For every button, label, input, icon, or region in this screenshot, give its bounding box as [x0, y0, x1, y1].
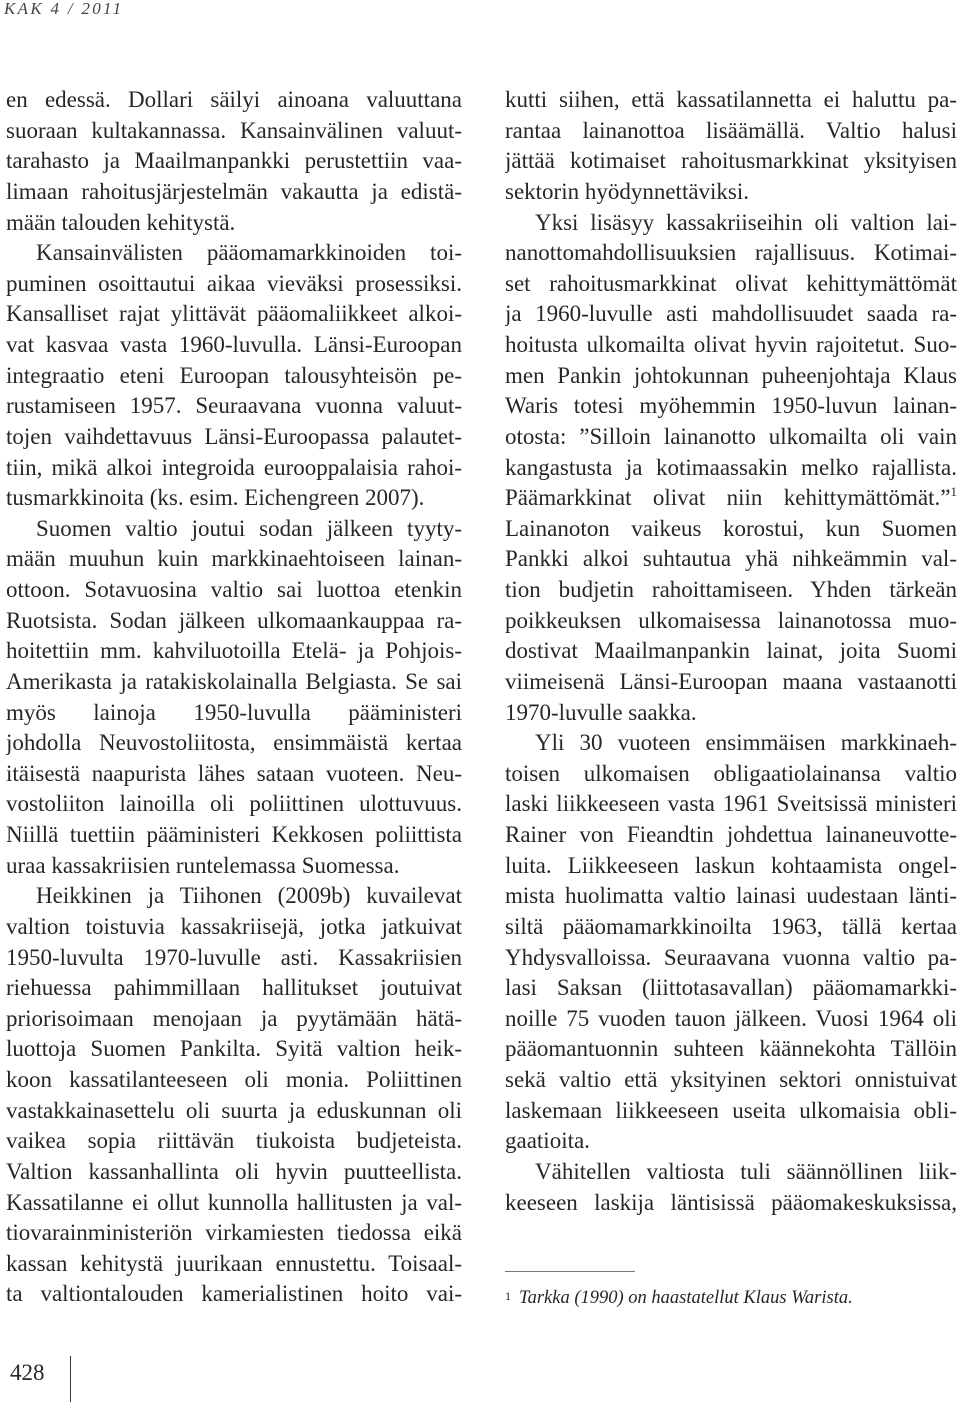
body-text-line: Ruotsista. Sodan jälkeen ulkomaankauppaa ra- — [6, 607, 462, 633]
body-text-line: Yhdysvalloissa. Seuraavana vuonna valtio pa- — [505, 944, 957, 970]
paragraph — [6, 238, 462, 514]
body-text-line: tojen vaihdettavuus Länsi-Euroopassa palautet- — [6, 423, 462, 449]
body-text-line: nanottomahdollisuuksien rajallisuus. Kotimai- — [505, 240, 957, 266]
body-text-line: toisen ulkomaisen obligaatiolainansa valtio — [505, 760, 957, 786]
body-text-line: priorisoimaan menojaan ja pyytämään hätä- — [6, 1005, 462, 1031]
body-text-line: johdolla Neuvostoliitosta, ensimmäistä kertaa — [6, 730, 462, 756]
body-text-line: mään talouden kehitystä. — [6, 209, 236, 235]
body-text-line: Rainer von Fieandtin johdettua lainaneuvotte- — [505, 822, 957, 847]
body-text-line: Kassatilanne ei ollut kunnolla hallitusten ja val- — [6, 1189, 462, 1215]
body-text-line: vaikea sopia riittävän tiukoista budjeteista. — [6, 1128, 462, 1154]
body-text-line: en edessä. Dollari säilyi ainoana valuuttana — [6, 87, 462, 112]
paragraph — [6, 514, 462, 882]
body-text-line: ottoon. Sotavuosina valtio sai luottoa etenkin — [6, 577, 462, 602]
paragraph — [505, 1157, 957, 1218]
body-text-line: tiin, mikä alkoi integroida eurooppalaisia rahoi- — [6, 454, 462, 480]
body-text-line: siltä pääomamarkkinoilta 1963, tällä kertaa — [505, 913, 957, 939]
body-text-line: sekä valtio että yksityinen sektori onnistuivat — [505, 1067, 957, 1092]
right-text-column — [505, 85, 957, 1218]
paragraph — [505, 728, 957, 1157]
body-text-line: Valtion kassanhallinta oli hyvin puutteellista. — [6, 1158, 462, 1184]
body-text-line: mään muuhun kuin markkinaehtoiseen lainan- — [6, 546, 462, 572]
body-text-line-content: Päämarkkinat olivat niin kehittymättömät.” — [505, 485, 951, 511]
body-text-line: Yksi lisäsyy kassakriiseihin oli valtion lai- — [535, 209, 957, 235]
body-text-line: vastakkainasettelu oli suurta ja eduskunnan oli — [6, 1097, 462, 1123]
body-text-line: Heikkinen ja Tiihonen (2009b) kuvailevat — [36, 883, 462, 909]
body-text-line: kutti siihen, että kassatilannetta ei haluttu pa- — [505, 87, 957, 112]
body-text-line: Lainanoton vaikeus korostui, kun Suomen — [505, 515, 957, 541]
body-text-line: Waris totesi myöhemmin 1950-luvun lainan- — [505, 393, 957, 419]
body-text-line: uraa kassakriisien runtelemassa Suomessa. — [6, 852, 400, 878]
body-text-line: kangastusta ja kotimaassakin melko rajallista. — [505, 454, 957, 480]
folio-divider — [70, 1356, 71, 1402]
body-text-line: tarahasto ja Maailmanpankki perustettiin vaa- — [6, 148, 462, 174]
body-text-line: koon kassatilanteeseen oli monia. Poliittinen — [6, 1067, 462, 1092]
body-text-line: vat kasvaa vasta 1960-luvulla. Länsi-Euroopan — [6, 332, 462, 357]
body-text-line: Kansainvälisten pääomamarkkinoiden toi- — [36, 240, 462, 266]
body-text-line: suoraan kultakannassa. Kansainvälinen valuut- — [6, 117, 462, 143]
body-text-line: laski liikkeeseen vasta 1961 Sveitsissä ministeri — [505, 791, 957, 817]
body-text-line: integraatio eteni Euroopan talousyhteisön pe- — [6, 362, 462, 388]
body-text-line: hoitusta ulkomailta olivat hyvin rajoitetut. Suo- — [505, 332, 957, 357]
body-text-line: tusmarkkinoita (ks. esim. Eichengreen 2007). — [6, 485, 425, 511]
body-text-line: otosta: ”Silloin lainanotto ulkomailta oli vain — [505, 423, 957, 449]
body-text-line: set rahoitusmarkkinat olivat kehittymättömät — [505, 270, 957, 296]
body-text-line: tion budjetin rahoittamiseen. Yhden tärkeän — [505, 577, 957, 602]
body-text-line: Vähitellen valtiosta tuli säännöllinen liik- — [535, 1158, 957, 1184]
paragraph — [6, 881, 462, 1310]
footnote — [505, 1286, 957, 1310]
paragraph — [505, 208, 957, 514]
body-text-line: dostivat Maailmanpankin lainat, joita Suomi — [505, 638, 957, 664]
body-text-line: laskemaan liikkeeseen useita ulkomaisia obli- — [505, 1097, 957, 1123]
body-text-line: valtion toistuvia kassakriisejä, jotka jatkuivat — [6, 913, 462, 939]
body-text-line: riehuessa pahimmillaan hallitukset joutuivat — [6, 975, 462, 1001]
body-text-line: luottoja Suomen Pankilta. Syitä valtion heik- — [6, 1036, 462, 1062]
body-text-line: gaatioita. — [505, 1128, 590, 1154]
body-text-line: lasi Saksan (liittotasavallan) pääomamarkki- — [505, 975, 957, 1001]
body-text-line: pääomantuonnin suhteen käännekohta Tällöin — [505, 1036, 957, 1062]
running-head-journal-issue: KAK 4 / 2011 — [4, 0, 124, 18]
body-text-line: Pankki alkoi suhtautua yhä nihkeämmin val- — [505, 546, 957, 572]
footnote-reference: 1 — [950, 484, 957, 500]
body-text-line: itäisestä naapurista lähes sataan vuoteen. Neu- — [6, 760, 462, 786]
body-text-line: kassan kehitystä juurikaan ennustettu. Toisaal- — [6, 1250, 462, 1276]
body-text-line: Amerikasta ja ratakiskolainalla Belgiasta. Se sai — [6, 668, 462, 694]
body-text-line — [505, 483, 957, 514]
body-text-line: mista huolimatta valtio lainasi uudestaan länti- — [505, 883, 957, 909]
body-text-line: 1950-luvulta 1970-luvulle asti. Kassakriisien — [6, 944, 462, 970]
footnote-marker: 1 — [505, 1289, 511, 1303]
page-number: 428 — [10, 1360, 45, 1385]
left-text-column — [6, 85, 462, 1310]
paragraph — [505, 85, 957, 208]
body-text-line: Niillä tuettiin pääministeri Kekkosen poliittista — [6, 822, 462, 847]
footnote-separator — [505, 1271, 635, 1272]
body-text-line: ja 1960-luvulle asti mahdollisuudet saada ra- — [505, 301, 957, 327]
body-text-line: Yli 30 vuoteen ensimmäisen markkinaeh- — [535, 730, 957, 756]
body-text-line: ta valtiontalouden kamerialistinen hoito vai- — [6, 1281, 462, 1307]
body-text-line: 1970-luvulle saakka. — [505, 699, 697, 725]
body-text-line: viimeisenä Länsi-Euroopan maana vastaanotti — [505, 668, 957, 694]
body-text-line: limaan rahoitusjärjestelmän vakautta ja edistä- — [6, 178, 462, 204]
body-text-line: poikkeuksen ulkomaisessa lainanotossa muo- — [505, 607, 957, 633]
body-text-line: Kansalliset rajat ylittävät pääomaliikkeet alkoi- — [6, 301, 462, 327]
footnote-text: Tarkka (1990) on haastatellut Klaus Warista. — [519, 1288, 853, 1308]
body-text-line: men Pankin johtokunnan puheenjohtaja Klaus — [505, 362, 957, 388]
paragraph — [505, 514, 957, 728]
body-text-line: rustamiseen 1957. Seuraavana vuonna valuut- — [6, 393, 462, 419]
body-text-line: noille 75 vuoden tauon jälkeen. Vuosi 1964 oli — [505, 1005, 957, 1031]
body-text-line: hoitettiin mm. kahviluotoilla Etelä- ja Pohjois- — [6, 638, 462, 664]
body-text-line: sektorin hyödynnettäviksi. — [505, 178, 750, 204]
body-text-line: jättää kotimaiset rahoitusmarkkinat yksityisen — [505, 148, 957, 174]
body-text-line: Suomen valtio joutui sodan jälkeen tyyty- — [36, 515, 462, 541]
body-text-line: vostoliiton lainoilla oli poliittinen ulottuvuus. — [6, 791, 462, 817]
body-text-line: tiovarainministeriön virkamiesten tiedossa eikä — [6, 1220, 462, 1246]
body-text-line: myös lainoja 1950-luvulla pääministeri — [6, 699, 462, 725]
body-text-line: luita. Liikkeeseen laskun kohtaamista ongel- — [505, 852, 957, 878]
paragraph — [6, 85, 462, 238]
body-text-line: puminen osoittautui aikaa vieväksi prosessiksi. — [6, 270, 462, 296]
body-text-line: rantaa lainanottoa lisäämällä. Valtio halusi — [505, 117, 957, 143]
body-text-line: keeseen laskija läntisissä pääomakeskuksissa, — [505, 1189, 957, 1215]
